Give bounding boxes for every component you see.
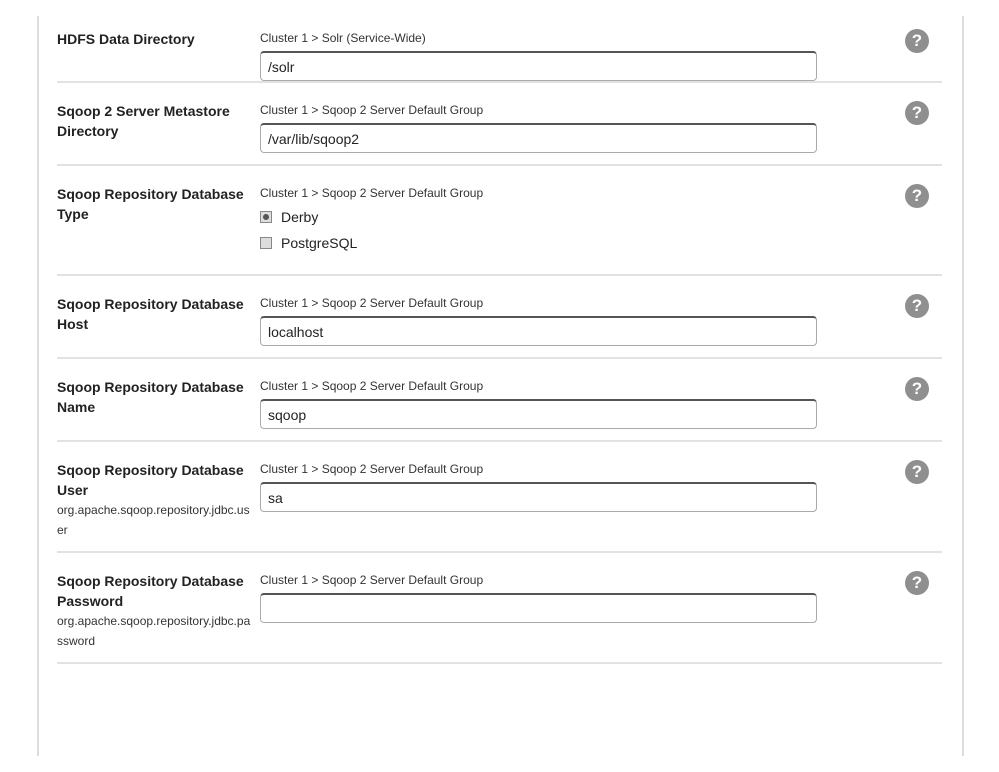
database-user-input[interactable]: [260, 482, 817, 512]
database-host-input[interactable]: [260, 316, 817, 346]
label-text: Sqoop Repository Database Password: [57, 573, 244, 609]
config-label: [57, 101, 252, 141]
help-icon[interactable]: ?: [905, 377, 929, 401]
scope-breadcrumb: Cluster 1 > Sqoop 2 Server Default Group: [260, 573, 484, 587]
config-row-database-user: [57, 442, 942, 553]
scope-breadcrumb: Cluster 1 > Sqoop 2 Server Default Group: [260, 103, 484, 117]
help-icon[interactable]: ?: [905, 29, 929, 53]
config-row-database-host: [57, 276, 942, 359]
config-label: [57, 294, 252, 334]
metastore-directory-input[interactable]: [260, 123, 817, 153]
scope-breadcrumb: Cluster 1 > Sqoop 2 Server Default Group: [260, 462, 484, 476]
radio-label: PostgreSQL: [281, 235, 358, 251]
config-label: [57, 29, 252, 49]
label-text: HDFS Data Directory: [57, 31, 195, 47]
property-name: org.apache.sqoop.repository.jdbc.password: [57, 614, 251, 648]
radio-selected-icon[interactable]: [260, 211, 272, 223]
config-row-database-password: [57, 553, 942, 664]
scope-breadcrumb: Cluster 1 > Sqoop 2 Server Default Group: [260, 296, 484, 310]
scope-breadcrumb: Cluster 1 > Solr (Service-Wide): [260, 31, 426, 45]
help-icon[interactable]: ?: [905, 571, 929, 595]
database-password-input[interactable]: [260, 593, 817, 623]
config-label: [57, 184, 252, 224]
radio-postgresql[interactable]: [260, 233, 817, 253]
config-row-database-type: [57, 166, 942, 276]
config-label: [57, 460, 252, 540]
database-name-input[interactable]: [260, 399, 817, 429]
config-row-hdfs-data-directory: [57, 11, 942, 83]
label-text: Sqoop Repository Database Host: [57, 296, 244, 332]
config-list: [57, 11, 942, 664]
radio-derby[interactable]: [260, 207, 817, 227]
radio-label: Derby: [281, 209, 319, 225]
help-icon[interactable]: ?: [905, 101, 929, 125]
label-text: Sqoop 2 Server Metastore Directory: [57, 103, 230, 139]
scope-breadcrumb: Cluster 1 > Sqoop 2 Server Default Group: [260, 379, 484, 393]
label-text: Sqoop Repository Database Type: [57, 186, 244, 222]
config-label: [57, 571, 252, 651]
property-name: org.apache.sqoop.repository.jdbc.user: [57, 503, 250, 537]
label-text: Sqoop Repository Database Name: [57, 379, 244, 415]
label-text: Sqoop Repository Database User: [57, 462, 244, 498]
config-row-database-name: [57, 359, 942, 442]
radio-unselected-icon[interactable]: [260, 237, 272, 249]
help-icon[interactable]: ?: [905, 294, 929, 318]
hdfs-data-directory-input[interactable]: [260, 51, 817, 81]
help-icon[interactable]: ?: [905, 460, 929, 484]
scope-breadcrumb: Cluster 1 > Sqoop 2 Server Default Group: [260, 186, 484, 200]
help-icon[interactable]: ?: [905, 184, 929, 208]
config-row-metastore-directory: [57, 83, 942, 166]
config-label: [57, 377, 252, 417]
